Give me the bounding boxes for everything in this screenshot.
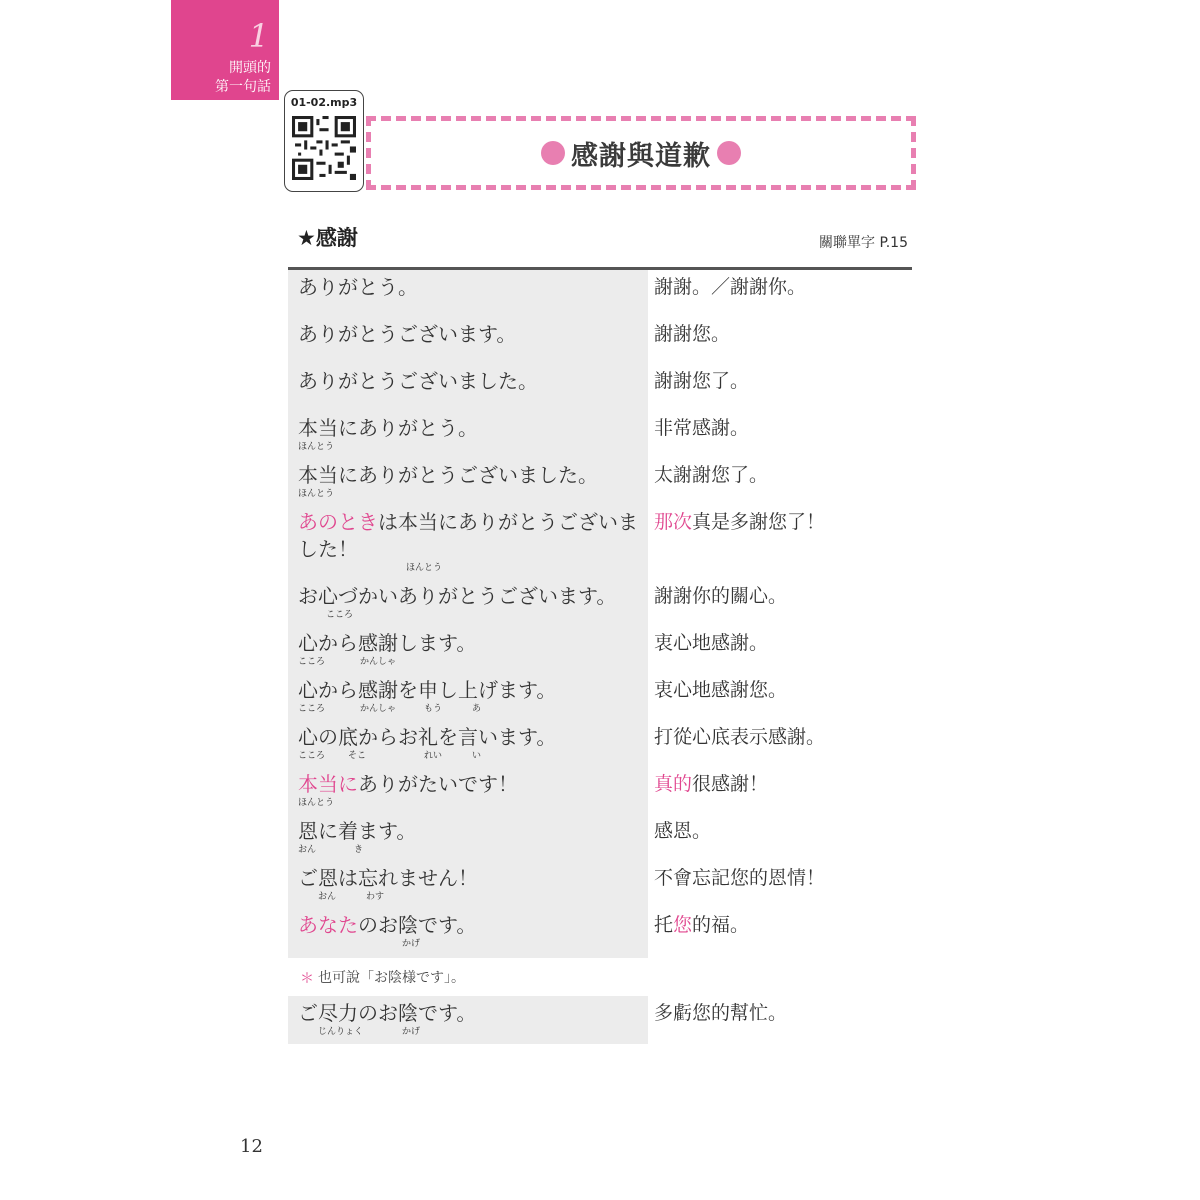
- phrase-text: ありがたいです！: [358, 772, 518, 796]
- chinese-translation: [654, 462, 768, 489]
- japanese-cell: [288, 364, 648, 411]
- chinese-translation: [654, 724, 825, 751]
- table-row: [288, 579, 912, 626]
- japanese-phrase: [298, 912, 648, 939]
- table-row: [288, 626, 912, 673]
- furigana-reading: あ: [472, 704, 482, 714]
- japanese-cell: [288, 720, 648, 767]
- chapter-tab: [171, 0, 279, 100]
- furigana-reading: こころ: [298, 751, 326, 761]
- japanese-cell: [288, 270, 648, 317]
- furigana-reading: わす: [366, 892, 385, 902]
- furigana-reading: こころ: [326, 610, 354, 620]
- table-row: [288, 720, 912, 767]
- table-row: [288, 767, 912, 814]
- chinese-translation: [654, 818, 711, 845]
- furigana-reading: き: [354, 845, 364, 855]
- chinese-translation: [654, 912, 749, 939]
- section-heading: ★感謝: [297, 226, 358, 250]
- translation-text: 的福。: [692, 914, 750, 936]
- japanese-cell: [288, 814, 648, 861]
- japanese-cell: [288, 579, 648, 626]
- japanese-phrase: [298, 818, 648, 845]
- furigana-reading: じんりょく: [318, 1027, 364, 1037]
- japanese-phrase: [298, 583, 648, 610]
- chinese-translation: [654, 583, 787, 610]
- phrase-text: ありがとうございます。: [298, 322, 517, 346]
- table-row: [288, 996, 912, 1044]
- japanese-phrase: [298, 368, 648, 395]
- title-banner: [366, 116, 916, 190]
- note-row: [288, 958, 912, 996]
- furigana-reading: ほんとう: [406, 563, 443, 573]
- highlighted-term: 真的: [654, 773, 693, 795]
- japanese-phrase: [298, 462, 648, 489]
- japanese-phrase: [298, 724, 648, 751]
- table-row: [288, 505, 912, 579]
- japanese-cell: [288, 317, 648, 364]
- chinese-translation: 多虧您的幫忙。: [654, 1002, 788, 1024]
- japanese-cell: [288, 996, 648, 1044]
- japanese-cell: [288, 861, 648, 908]
- table-row: [288, 861, 912, 908]
- phrase-text: 恩に着ます。: [298, 819, 417, 843]
- translation-text: 不會忘記您的恩情！: [654, 867, 826, 889]
- chinese-translation: [654, 677, 787, 704]
- highlighted-term: 您: [673, 914, 693, 936]
- phrase-text: のお陰です。: [358, 913, 477, 937]
- japanese-phrase: [298, 771, 648, 798]
- japanese-phrase: [298, 274, 648, 301]
- page-number: 12: [240, 1136, 263, 1157]
- japanese-phrase: [298, 415, 648, 442]
- bullet-dot-icon: [717, 141, 741, 165]
- chapter-number: 1: [248, 17, 269, 55]
- japanese-phrase: ご尽力のお陰です。: [298, 1001, 477, 1025]
- chinese-translation: [654, 865, 825, 892]
- table-row: [288, 411, 912, 458]
- chinese-translation: [654, 368, 749, 395]
- translation-text: 謝謝您了。: [654, 370, 750, 392]
- furigana-reading: い: [472, 751, 482, 761]
- highlighted-term: あのとき: [298, 510, 378, 534]
- furigana-reading: かんしゃ: [360, 704, 397, 714]
- japanese-phrase: [298, 321, 648, 348]
- audio-file-label: 01-02.mp3: [290, 96, 358, 109]
- phrase-text: ご恩は忘れません！: [298, 866, 478, 890]
- translation-text: 感恩。: [654, 820, 712, 842]
- translation-text: 托: [654, 914, 674, 936]
- japanese-cell: [288, 626, 648, 673]
- translation-text: 真是多謝您了！: [692, 511, 826, 533]
- translation-text: 很感謝！: [692, 773, 769, 795]
- table-row: [288, 814, 912, 861]
- translation-text: 謝謝。／謝謝你。: [654, 276, 807, 298]
- furigana-reading: ほんとう: [298, 442, 335, 452]
- furigana-reading: こころ: [298, 657, 326, 667]
- furigana-reading: れい: [424, 751, 443, 761]
- chinese-translation: [654, 274, 806, 301]
- furigana-reading: かげ: [402, 1027, 421, 1037]
- table-row: [288, 270, 912, 317]
- furigana-reading: かんしゃ: [360, 657, 397, 667]
- chapter-title-line1: 開頭的: [229, 60, 271, 76]
- translation-text: 謝謝你的關心。: [654, 585, 788, 607]
- highlighted-term: あなた: [298, 913, 358, 937]
- phrase-text: ありがとう。: [298, 275, 418, 299]
- phrase-text: 本当にありがとうございました。: [298, 463, 598, 487]
- furigana-reading: そこ: [348, 751, 367, 761]
- table-row: [288, 317, 912, 364]
- japanese-phrase: [298, 677, 648, 704]
- translation-text: 衷心地感謝。: [654, 632, 769, 654]
- page-title: 感謝與道歉: [571, 140, 711, 172]
- furigana-reading: おん: [298, 845, 317, 855]
- chinese-translation: [654, 415, 749, 442]
- furigana-reading: おん: [318, 892, 337, 902]
- phrase-text: ありがとうございました。: [298, 369, 538, 393]
- phrase-text: 心から感謝を申し上げます。: [298, 678, 557, 702]
- table-row: [288, 364, 912, 411]
- japanese-cell: [288, 908, 648, 958]
- translation-text: 謝謝您。: [654, 323, 731, 345]
- related-vocab-reference: 關聯單字 P.15: [819, 235, 908, 251]
- furigana-reading: ほんとう: [298, 798, 335, 808]
- chinese-translation: [654, 321, 730, 348]
- phrase-text: 心から感謝します。: [298, 631, 477, 655]
- japanese-cell: [288, 767, 648, 814]
- qr-code-icon[interactable]: [292, 116, 356, 180]
- translation-text: 非常感謝。: [654, 417, 750, 439]
- chinese-translation: [654, 771, 768, 798]
- note-text: 也可說「お陰様です」。: [318, 970, 465, 986]
- furigana-reading: かげ: [402, 939, 421, 949]
- highlighted-term: 那次: [654, 511, 693, 533]
- table-row: [288, 673, 912, 720]
- translation-text: 太謝謝您了。: [654, 464, 769, 486]
- furigana-reading: もう: [424, 704, 443, 714]
- table-row: [288, 908, 912, 958]
- japanese-cell: [288, 673, 648, 720]
- japanese-cell: [288, 458, 648, 505]
- highlighted-term: 本当に: [298, 772, 358, 796]
- phrase-text: は本当にありがとうございました！: [298, 510, 638, 561]
- phrase-text: 本当にありがとう。: [298, 416, 478, 440]
- japanese-phrase: [298, 630, 648, 657]
- japanese-cell: [288, 411, 648, 458]
- bullet-dot-icon: [541, 141, 565, 165]
- audio-qr-card[interactable]: [284, 90, 364, 192]
- chinese-translation: [654, 630, 768, 657]
- translation-text: 衷心地感謝您。: [654, 679, 788, 701]
- table-row: [288, 458, 912, 505]
- japanese-phrase: [298, 865, 648, 892]
- japanese-cell: [288, 505, 648, 579]
- chapter-title-line2: 第一句話: [215, 79, 271, 95]
- furigana-reading: ほんとう: [298, 489, 335, 499]
- phrase-text: 心の底からお礼を言います。: [298, 725, 557, 749]
- furigana-reading: こころ: [298, 704, 326, 714]
- note-asterisk: ＊: [300, 971, 314, 987]
- chinese-translation: [654, 509, 825, 536]
- phrase-text: お心づかいありがとうございます。: [298, 584, 617, 608]
- translation-text: 打從心底表示感謝。: [654, 726, 826, 748]
- japanese-phrase: [298, 509, 648, 563]
